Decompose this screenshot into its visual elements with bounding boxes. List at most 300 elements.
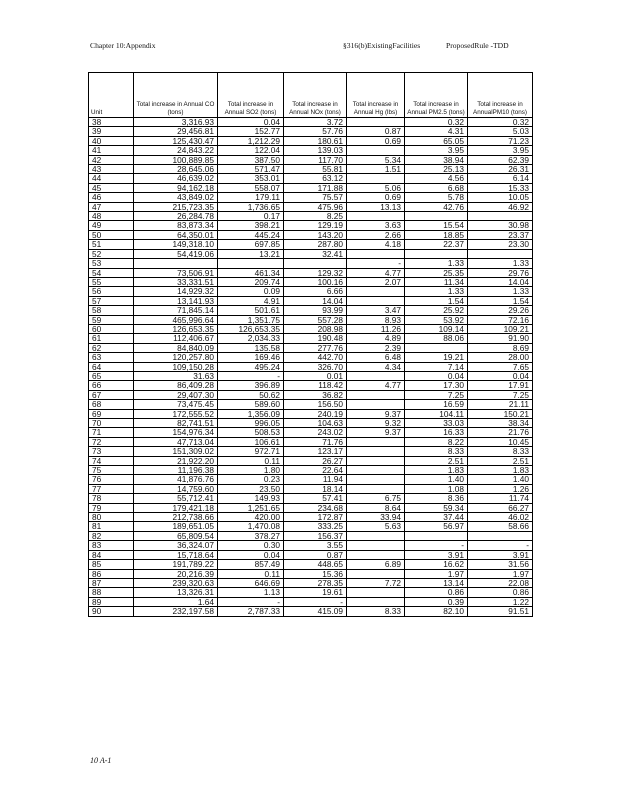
cell-co: 14,929.32: [134, 287, 218, 296]
cell-nox: 104.63: [284, 419, 347, 428]
cell-so2: 996.05: [218, 419, 284, 428]
cell-nox: 6.66: [284, 287, 347, 296]
cell-pm25: 0.86: [405, 588, 468, 597]
cell-pm10: 1.33: [468, 259, 533, 268]
table-row: [89, 400, 533, 409]
cell-pm25: 88.06: [405, 334, 468, 343]
table-row: [89, 174, 533, 183]
cell-pm25: 38.94: [405, 155, 468, 164]
cell-hg: 4.89: [347, 334, 405, 343]
cell-so2: 0.11: [218, 569, 284, 578]
cell-pm10: 2.51: [468, 456, 533, 465]
cell-pm25: 1.54: [405, 296, 468, 305]
cell-so2: 179.11: [218, 193, 284, 202]
cell-co: 3,316.93: [134, 118, 218, 127]
table-row: [89, 259, 533, 268]
table-header-row: [89, 73, 533, 118]
cell-hg: 1.51: [347, 165, 405, 174]
cell-so2: 378.27: [218, 531, 284, 540]
cell-nox: 117.70: [284, 155, 347, 164]
cell-pm25: 1.33: [405, 259, 468, 268]
cell-hg: [347, 174, 405, 183]
cell-so2: -: [218, 597, 284, 606]
table-row: [89, 550, 533, 559]
cell-pm25: 3.91: [405, 550, 468, 559]
table-row: [89, 315, 533, 324]
cell-unit: 56: [89, 287, 134, 296]
cell-hg: 11.26: [347, 324, 405, 333]
cell-unit: 88: [89, 588, 134, 597]
table-row: [89, 268, 533, 277]
cell-hg: 7.72: [347, 578, 405, 587]
cell-nox: 36.82: [284, 390, 347, 399]
cell-hg: 2.66: [347, 230, 405, 239]
cell-hg: 2.07: [347, 277, 405, 286]
cell-so2: 571.47: [218, 165, 284, 174]
cell-co: 21,922.20: [134, 456, 218, 465]
table-row: [89, 165, 533, 174]
cell-unit: 89: [89, 597, 134, 606]
cell-pm10: [468, 531, 533, 540]
cell-hg: [347, 390, 405, 399]
cell-nox: 171.88: [284, 183, 347, 192]
cell-nox: 442.70: [284, 353, 347, 362]
cell-unit: 75: [89, 466, 134, 475]
table-row: [89, 428, 533, 437]
cell-pm25: 33.03: [405, 419, 468, 428]
cell-co: 41,876.76: [134, 475, 218, 484]
cell-hg: [347, 475, 405, 484]
table-row: [89, 607, 533, 616]
cell-co: 154,976.34: [134, 428, 218, 437]
cell-pm10: 8.33: [468, 447, 533, 456]
cell-so2: 1,251.65: [218, 503, 284, 512]
cell-so2: 697.85: [218, 240, 284, 249]
cell-nox: 3.55: [284, 541, 347, 550]
cell-pm10: 0.86: [468, 588, 533, 597]
cell-unit: 72: [89, 437, 134, 446]
cell-pm10: 28.00: [468, 353, 533, 362]
cell-pm10: 31.56: [468, 560, 533, 569]
cell-co: 64,350.01: [134, 230, 218, 239]
cell-unit: 73: [89, 447, 134, 456]
table-row: [89, 287, 533, 296]
cell-unit: 84: [89, 550, 134, 559]
column-header-pm25: Total increase in Annual PM2.5 (tons): [405, 73, 468, 118]
cell-nox: 139.03: [284, 146, 347, 155]
cell-nox: 129.32: [284, 268, 347, 277]
cell-co: 109,150.28: [134, 362, 218, 371]
cell-co: 83,873.34: [134, 221, 218, 230]
cell-pm25: 104.11: [405, 409, 468, 418]
column-header-pm10: Total increase in AnnualPM10 (tons): [468, 73, 533, 118]
cell-so2: 1,351.75: [218, 315, 284, 324]
cell-nox: 100.16: [284, 277, 347, 286]
cell-hg: 5.06: [347, 183, 405, 192]
cell-co: 120,257.80: [134, 353, 218, 362]
cell-nox: 26.27: [284, 456, 347, 465]
cell-unit: 85: [89, 560, 134, 569]
table-row: [89, 306, 533, 315]
table-row: [89, 202, 533, 211]
table-row: [89, 475, 533, 484]
cell-unit: 86: [89, 569, 134, 578]
cell-hg: [347, 456, 405, 465]
cell-pm25: 2.51: [405, 456, 468, 465]
cell-hg: 4.77: [347, 381, 405, 390]
cell-so2: 149.93: [218, 494, 284, 503]
table-row: [89, 503, 533, 512]
cell-pm25: 0.39: [405, 597, 468, 606]
table-body: [89, 118, 533, 617]
cell-nox: 11.94: [284, 475, 347, 484]
table-row: [89, 541, 533, 550]
table-row: [89, 136, 533, 145]
table-row: [89, 193, 533, 202]
cell-pm25: 1.08: [405, 484, 468, 493]
cell-hg: 5.63: [347, 522, 405, 531]
cell-co: 11,196.38: [134, 466, 218, 475]
cell-co: 15,718.64: [134, 550, 218, 559]
cell-pm25: 16.33: [405, 428, 468, 437]
cell-so2: [218, 259, 284, 268]
cell-so2: 445.24: [218, 230, 284, 239]
cell-pm10: 6.14: [468, 174, 533, 183]
cell-pm10: 15.33: [468, 183, 533, 192]
cell-co: 73,475.45: [134, 400, 218, 409]
cell-so2: 589.60: [218, 400, 284, 409]
cell-so2: 398.21: [218, 221, 284, 230]
cell-hg: 4.34: [347, 362, 405, 371]
cell-co: 172,555.52: [134, 409, 218, 418]
cell-pm25: 3.95: [405, 146, 468, 155]
cell-unit: 60: [89, 324, 134, 333]
cell-co: 54,419.06: [134, 249, 218, 258]
cell-nox: 143.20: [284, 230, 347, 239]
cell-pm10: 23.30: [468, 240, 533, 249]
cell-nox: 156.50: [284, 400, 347, 409]
cell-nox: 0.01: [284, 371, 347, 380]
cell-so2: 1.80: [218, 466, 284, 475]
cell-unit: 87: [89, 578, 134, 587]
table-row: [89, 531, 533, 540]
cell-pm10: 10.45: [468, 437, 533, 446]
table-row: [89, 371, 533, 380]
cell-co: 20,216.39: [134, 569, 218, 578]
cell-pm10: 1.54: [468, 296, 533, 305]
cell-pm10: 66.27: [468, 503, 533, 512]
cell-pm10: 3.91: [468, 550, 533, 559]
cell-so2: 209.74: [218, 277, 284, 286]
table-row: [89, 522, 533, 531]
cell-nox: 243.02: [284, 428, 347, 437]
cell-so2: 106.61: [218, 437, 284, 446]
cell-pm10: -: [468, 541, 533, 550]
table-row: [89, 437, 533, 446]
cell-hg: 8.93: [347, 315, 405, 324]
cell-unit: 82: [89, 531, 134, 540]
cell-nox: 415.09: [284, 607, 347, 616]
cell-hg: [347, 569, 405, 578]
cell-unit: 45: [89, 183, 134, 192]
cell-unit: 46: [89, 193, 134, 202]
cell-hg: [347, 541, 405, 550]
cell-nox: 3.72: [284, 118, 347, 127]
cell-hg: 9.37: [347, 428, 405, 437]
cell-so2: 972.71: [218, 447, 284, 456]
cell-so2: 387.50: [218, 155, 284, 164]
cell-unit: 58: [89, 306, 134, 315]
cell-nox: 55.81: [284, 165, 347, 174]
cell-unit: 41: [89, 146, 134, 155]
cell-unit: 66: [89, 381, 134, 390]
cell-pm25: 15.54: [405, 221, 468, 230]
cell-unit: 74: [89, 456, 134, 465]
cell-nox: 63.12: [284, 174, 347, 183]
cell-co: 71,845.14: [134, 306, 218, 315]
table-row: [89, 390, 533, 399]
column-header-nox: Total increase in Annual NOx (tons): [284, 73, 347, 118]
cell-unit: 68: [89, 400, 134, 409]
table-row: [89, 381, 533, 390]
cell-so2: 122.04: [218, 146, 284, 155]
cell-nox: 8.25: [284, 212, 347, 221]
cell-pm25: 16.62: [405, 560, 468, 569]
cell-nox: 93.99: [284, 306, 347, 315]
cell-unit: 38: [89, 118, 134, 127]
cell-unit: 61: [89, 334, 134, 343]
cell-co: 24,843.22: [134, 146, 218, 155]
cell-pm10: 14.04: [468, 277, 533, 286]
cell-pm25: 7.25: [405, 390, 468, 399]
cell-nox: 172.87: [284, 513, 347, 522]
cell-pm10: 29.76: [468, 268, 533, 277]
cell-pm25: 1.97: [405, 569, 468, 578]
cell-nox: 71.76: [284, 437, 347, 446]
table-row: [89, 221, 533, 230]
cell-so2: 857.49: [218, 560, 284, 569]
cell-pm25: 18.85: [405, 230, 468, 239]
cell-hg: 6.48: [347, 353, 405, 362]
column-header-so2: Total increase in Annual SO2 (tons): [218, 73, 284, 118]
cell-hg: [347, 287, 405, 296]
cell-unit: 77: [89, 484, 134, 493]
cell-so2: 0.23: [218, 475, 284, 484]
cell-pm10: 46.02: [468, 513, 533, 522]
cell-hg: [347, 588, 405, 597]
cell-pm25: 1.83: [405, 466, 468, 475]
table-row: [89, 484, 533, 493]
table-row: [89, 466, 533, 475]
table-row: [89, 456, 533, 465]
cell-pm25: 25.92: [405, 306, 468, 315]
cell-pm10: 21.76: [468, 428, 533, 437]
cell-so2: 353.01: [218, 174, 284, 183]
cell-nox: 57.41: [284, 494, 347, 503]
table-row: [89, 146, 533, 155]
cell-so2: 0.04: [218, 550, 284, 559]
cell-pm25: 25.35: [405, 268, 468, 277]
table-row: [89, 127, 533, 136]
cell-hg: 5.34: [347, 155, 405, 164]
cell-nox: 118.42: [284, 381, 347, 390]
cell-pm10: 46.92: [468, 202, 533, 211]
cell-pm25: 109.14: [405, 324, 468, 333]
cell-co: 65,809.54: [134, 531, 218, 540]
cell-hg: 2.39: [347, 343, 405, 352]
cell-co: 84,840.09: [134, 343, 218, 352]
cell-hg: 4.77: [347, 268, 405, 277]
cell-pm25: 8.33: [405, 447, 468, 456]
cell-so2: 2,787.33: [218, 607, 284, 616]
cell-hg: [347, 249, 405, 258]
cell-pm25: 4.31: [405, 127, 468, 136]
cell-pm10: 0.32: [468, 118, 533, 127]
cell-unit: 83: [89, 541, 134, 550]
cell-pm10: 3.95: [468, 146, 533, 155]
table-row: [89, 324, 533, 333]
cell-co: 14,759.60: [134, 484, 218, 493]
cell-nox: 240.19: [284, 409, 347, 418]
cell-unit: 81: [89, 522, 134, 531]
cell-co: 212,738.66: [134, 513, 218, 522]
table-row: [89, 343, 533, 352]
cell-so2: 558.07: [218, 183, 284, 192]
cell-so2: 152.77: [218, 127, 284, 136]
cell-nox: 156.37: [284, 531, 347, 540]
cell-pm10: 150.21: [468, 409, 533, 418]
cell-hg: [347, 466, 405, 475]
cell-co: 29,407.30: [134, 390, 218, 399]
table-row: [89, 230, 533, 239]
cell-co: 1.64: [134, 597, 218, 606]
cell-co: 112,406.67: [134, 334, 218, 343]
cell-pm10: 7.25: [468, 390, 533, 399]
cell-co: 100,889.85: [134, 155, 218, 164]
cell-pm25: 13.14: [405, 578, 468, 587]
cell-co: 126,653.35: [134, 324, 218, 333]
cell-so2: 0.30: [218, 541, 284, 550]
cell-pm25: 4.56: [405, 174, 468, 183]
cell-unit: 64: [89, 362, 134, 371]
cell-nox: 22.64: [284, 466, 347, 475]
cell-co: [134, 259, 218, 268]
table-row: [89, 212, 533, 221]
cell-unit: 78: [89, 494, 134, 503]
cell-hg: [347, 437, 405, 446]
cell-pm25: 8.36: [405, 494, 468, 503]
table-row: [89, 183, 533, 192]
column-header-hg: Total increase in Annual Hg (lbs): [347, 73, 405, 118]
table-row: [89, 118, 533, 127]
column-header-co: Total increase in Annual CO (tons): [134, 73, 218, 118]
cell-nox: 123.17: [284, 447, 347, 456]
cell-pm10: 1.40: [468, 475, 533, 484]
cell-unit: 44: [89, 174, 134, 183]
cell-co: 36,324.07: [134, 541, 218, 550]
cell-unit: 51: [89, 240, 134, 249]
cell-pm25: 8.22: [405, 437, 468, 446]
cell-unit: 49: [89, 221, 134, 230]
cell-pm25: 5.78: [405, 193, 468, 202]
emissions-table: [88, 72, 533, 617]
table-row: [89, 240, 533, 249]
cell-so2: 501.61: [218, 306, 284, 315]
running-header-document: ProposedRule -TDD: [446, 41, 509, 50]
cell-nox: 129.19: [284, 221, 347, 230]
cell-pm25: 7.14: [405, 362, 468, 371]
cell-nox: 277.76: [284, 343, 347, 352]
cell-pm25: 11.34: [405, 277, 468, 286]
table-row: [89, 597, 533, 606]
cell-unit: 71: [89, 428, 134, 437]
cell-hg: 6.89: [347, 560, 405, 569]
cell-so2: 135.58: [218, 343, 284, 352]
cell-pm25: 53.92: [405, 315, 468, 324]
cell-nox: 14.04: [284, 296, 347, 305]
cell-co: 151,309.02: [134, 447, 218, 456]
cell-nox: 75.57: [284, 193, 347, 202]
cell-hg: [347, 400, 405, 409]
cell-so2: 461.34: [218, 268, 284, 277]
table-row: [89, 409, 533, 418]
cell-co: 55,712.41: [134, 494, 218, 503]
cell-so2: 508.53: [218, 428, 284, 437]
cell-hg: 8.64: [347, 503, 405, 512]
cell-pm25: -: [405, 541, 468, 550]
cell-pm25: 0.04: [405, 371, 468, 380]
cell-nox: 475.96: [284, 202, 347, 211]
cell-pm10: 10.05: [468, 193, 533, 202]
cell-nox: 333.25: [284, 522, 347, 531]
cell-hg: 3.47: [347, 306, 405, 315]
cell-co: 239,320.63: [134, 578, 218, 587]
cell-nox: 557.28: [284, 315, 347, 324]
cell-nox: 19.61: [284, 588, 347, 597]
cell-co: 189,651.05: [134, 522, 218, 531]
cell-unit: 62: [89, 343, 134, 352]
table-row: [89, 334, 533, 343]
cell-so2: 23.50: [218, 484, 284, 493]
cell-so2: 13.21: [218, 249, 284, 258]
cell-so2: 1,356.09: [218, 409, 284, 418]
cell-pm10: 91.90: [468, 334, 533, 343]
table-row: [89, 588, 533, 597]
cell-so2: 646.69: [218, 578, 284, 587]
cell-so2: 169.46: [218, 353, 284, 362]
cell-pm25: 42.76: [405, 202, 468, 211]
cell-pm25: 19.21: [405, 353, 468, 362]
cell-nox: 190.48: [284, 334, 347, 343]
cell-pm10: 1.33: [468, 287, 533, 296]
table-row: [89, 560, 533, 569]
cell-so2: 0.04: [218, 118, 284, 127]
cell-unit: 79: [89, 503, 134, 512]
cell-pm10: 11.74: [468, 494, 533, 503]
cell-nox: 278.35: [284, 578, 347, 587]
cell-co: 149,318.10: [134, 240, 218, 249]
cell-so2: 50.62: [218, 390, 284, 399]
table-row: [89, 155, 533, 164]
table-row: [89, 419, 533, 428]
cell-co: 73,506.91: [134, 268, 218, 277]
cell-so2: 495.24: [218, 362, 284, 371]
cell-co: 26,284.78: [134, 212, 218, 221]
cell-hg: 33.94: [347, 513, 405, 522]
cell-nox: 18.14: [284, 484, 347, 493]
cell-hg: [347, 146, 405, 155]
cell-nox: 448.65: [284, 560, 347, 569]
